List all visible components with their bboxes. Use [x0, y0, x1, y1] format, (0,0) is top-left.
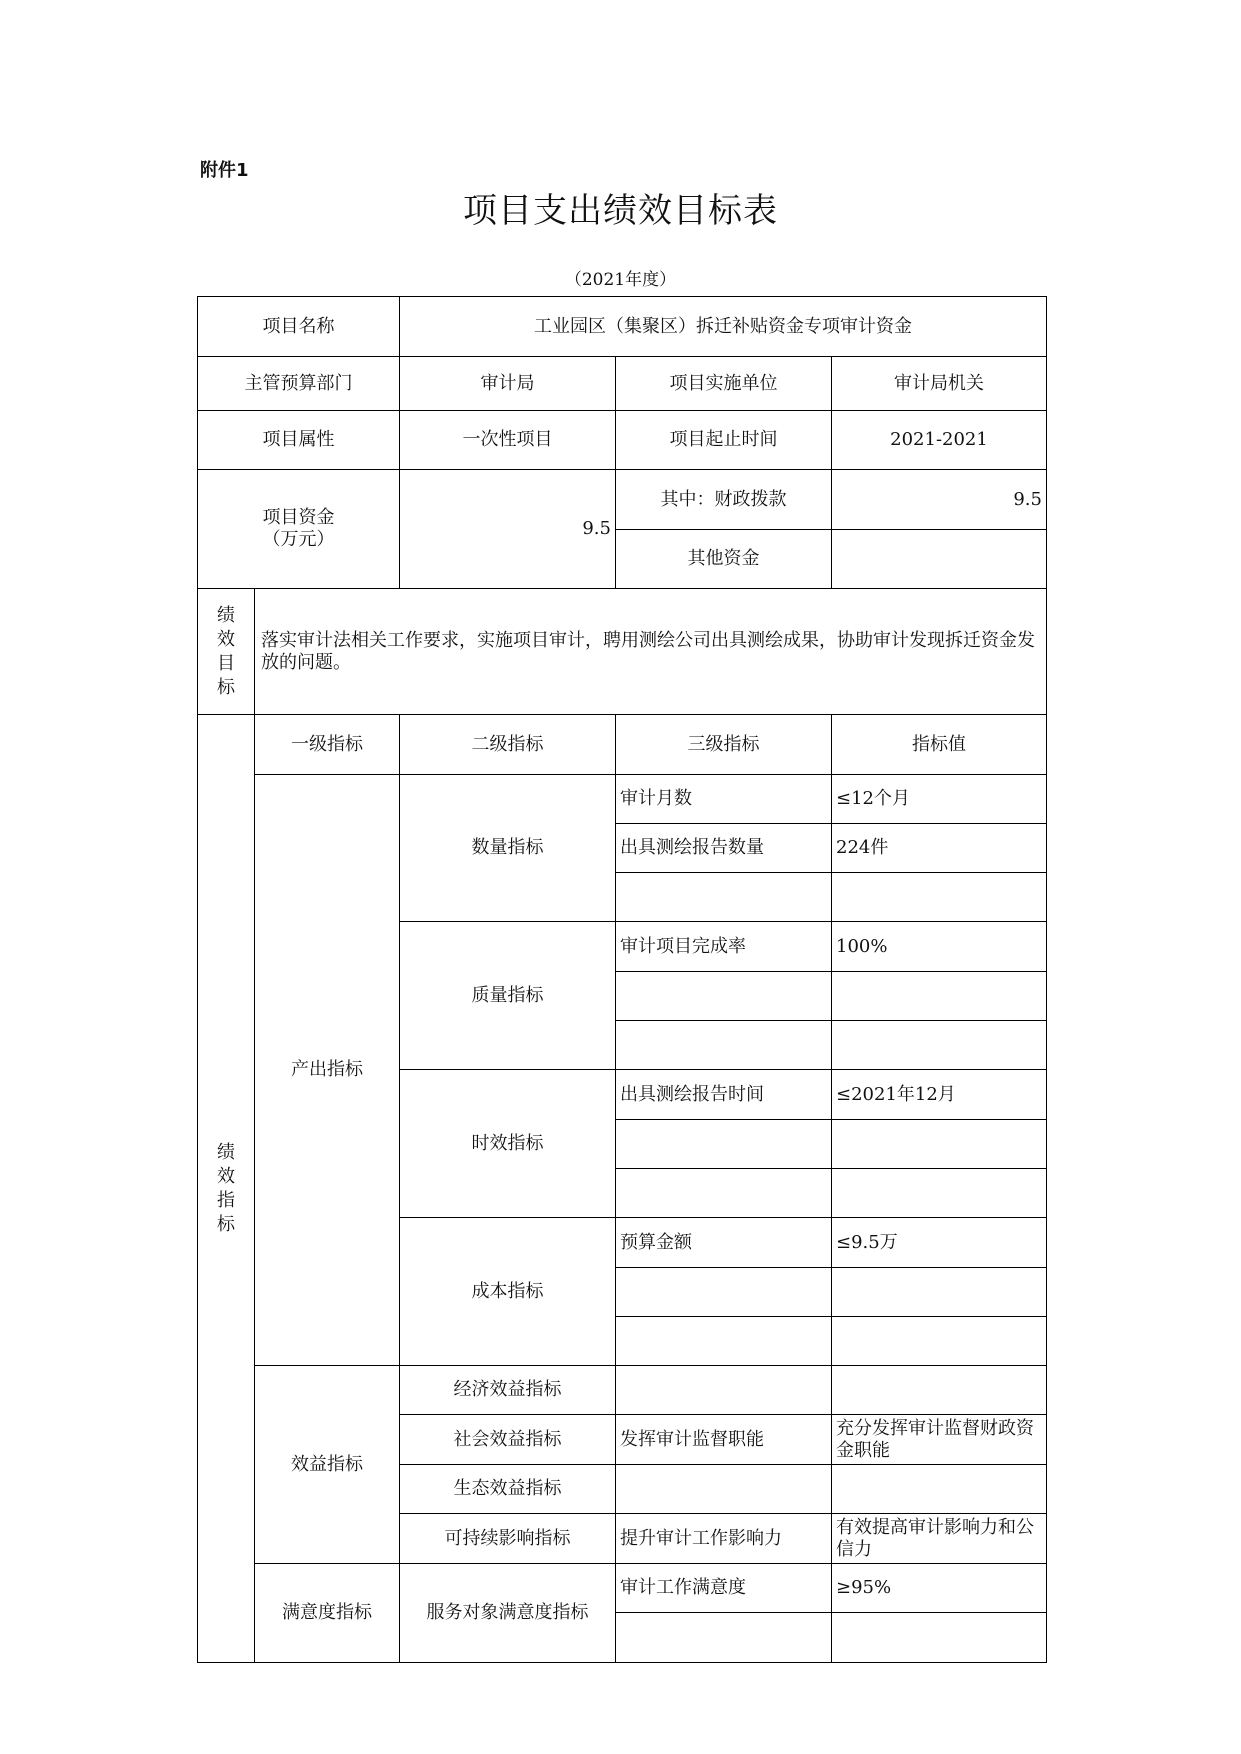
label-funds: [198, 470, 400, 589]
indicator-value: 有效提高审计影响力和公信力: [832, 1514, 1047, 1564]
value-project-name: 工业园区（集聚区）拆迁补贴资金专项审计资金: [400, 297, 1047, 357]
indicator-name: 审计项目完成率: [616, 922, 832, 972]
indicator-value: ≥95%: [832, 1564, 1047, 1613]
indicator-name: 预算金额: [616, 1218, 832, 1268]
header-level1: 一级指标: [255, 715, 400, 775]
benefit-sub-label: 经济效益指标: [400, 1366, 616, 1415]
page-title: 项目支出绩效目标表: [463, 191, 778, 231]
indicator-name: 审计月数: [616, 775, 832, 824]
label-timeliness: 时效指标: [400, 1070, 616, 1218]
value-period: 2021-2021: [832, 411, 1047, 470]
funds-unit-label: （万元）: [262, 529, 335, 550]
indicator-name: [616, 1268, 832, 1317]
indicator-name: [616, 1169, 832, 1218]
value-other-funds: [832, 530, 1047, 589]
indicator-name: 出具测绘报告时间: [616, 1070, 832, 1120]
funds-label: 项目资金: [262, 507, 335, 528]
value-funds-total: 9.5: [400, 470, 616, 589]
label-benefit: 效益指标: [255, 1366, 400, 1564]
value-attribute: 一次性项目: [400, 411, 616, 470]
performance-target-table: [197, 296, 1047, 1663]
satisfaction-sub-label: 服务对象满意度指标: [400, 1564, 616, 1663]
indicator-value: [832, 1169, 1047, 1218]
benefit-sub-label: 可持续影响指标: [400, 1514, 616, 1564]
label-cost: 成本指标: [400, 1218, 616, 1366]
header-level3: 三级指标: [616, 715, 832, 775]
indicator-value: [832, 972, 1047, 1021]
indicator-value: 224件: [832, 824, 1047, 873]
year-label: （2021年度）: [564, 270, 677, 290]
label-indicators: 绩效指标: [198, 715, 255, 1663]
indicator-value: [832, 873, 1047, 922]
indicator-value: [832, 1268, 1047, 1317]
header-value: 指标值: [832, 715, 1047, 775]
indicator-value: [832, 1317, 1047, 1366]
indicator-value: ≤12个月: [832, 775, 1047, 824]
label-impl-unit: 项目实施单位: [616, 357, 832, 411]
label-satisfaction: 满意度指标: [255, 1564, 400, 1663]
indicator-value: [832, 1021, 1047, 1070]
label-goal: 绩效目标: [198, 589, 255, 715]
label-attribute: 项目属性: [198, 411, 400, 470]
label-project-name: 项目名称: [198, 297, 400, 357]
label-period: 项目起止时间: [616, 411, 832, 470]
indicator-name: [616, 1613, 832, 1663]
label-quantity: 数量指标: [400, 775, 616, 922]
indicator-value: [832, 1613, 1047, 1663]
header-level2: 二级指标: [400, 715, 616, 775]
benefit-sub-label: 生态效益指标: [400, 1465, 616, 1514]
indicator-value: 充分发挥审计监督财政资金职能: [832, 1415, 1047, 1465]
indicator-value: [832, 1120, 1047, 1169]
indicator-name: [616, 873, 832, 922]
indicator-name: [616, 1317, 832, 1366]
benefit-sub-label: 社会效益指标: [400, 1415, 616, 1465]
indicator-value: [832, 1465, 1047, 1514]
value-fiscal: 9.5: [832, 470, 1047, 530]
indicator-name: 审计工作满意度: [616, 1564, 832, 1613]
indicator-name: 发挥审计监督职能: [616, 1415, 832, 1465]
indicator-value: 100%: [832, 922, 1047, 972]
label-department: 主管预算部门: [198, 357, 400, 411]
label-fiscal: 其中：财政拨款: [616, 470, 832, 530]
value-department: 审计局: [400, 357, 616, 411]
value-impl-unit: 审计局机关: [832, 357, 1047, 411]
label-output: 产出指标: [255, 775, 400, 1366]
indicator-name: 提升审计工作影响力: [616, 1514, 832, 1564]
indicator-value: [832, 1366, 1047, 1415]
indicator-value: ≤2021年12月: [832, 1070, 1047, 1120]
value-goal: 落实审计法相关工作要求，实施项目审计，聘用测绘公司出具测绘成果，协助审计发现拆迁资金发放的问题。: [255, 589, 1047, 715]
indicator-value: ≤9.5万: [832, 1218, 1047, 1268]
indicator-name: [616, 972, 832, 1021]
indicator-name: 出具测绘报告数量: [616, 824, 832, 873]
indicator-name: [616, 1021, 832, 1070]
attachment-label: 附件1: [200, 160, 249, 181]
label-other-funds: 其他资金: [616, 530, 832, 589]
label-quality: 质量指标: [400, 922, 616, 1070]
indicator-name: [616, 1120, 832, 1169]
indicator-name: [616, 1465, 832, 1514]
indicator-name: [616, 1366, 832, 1415]
